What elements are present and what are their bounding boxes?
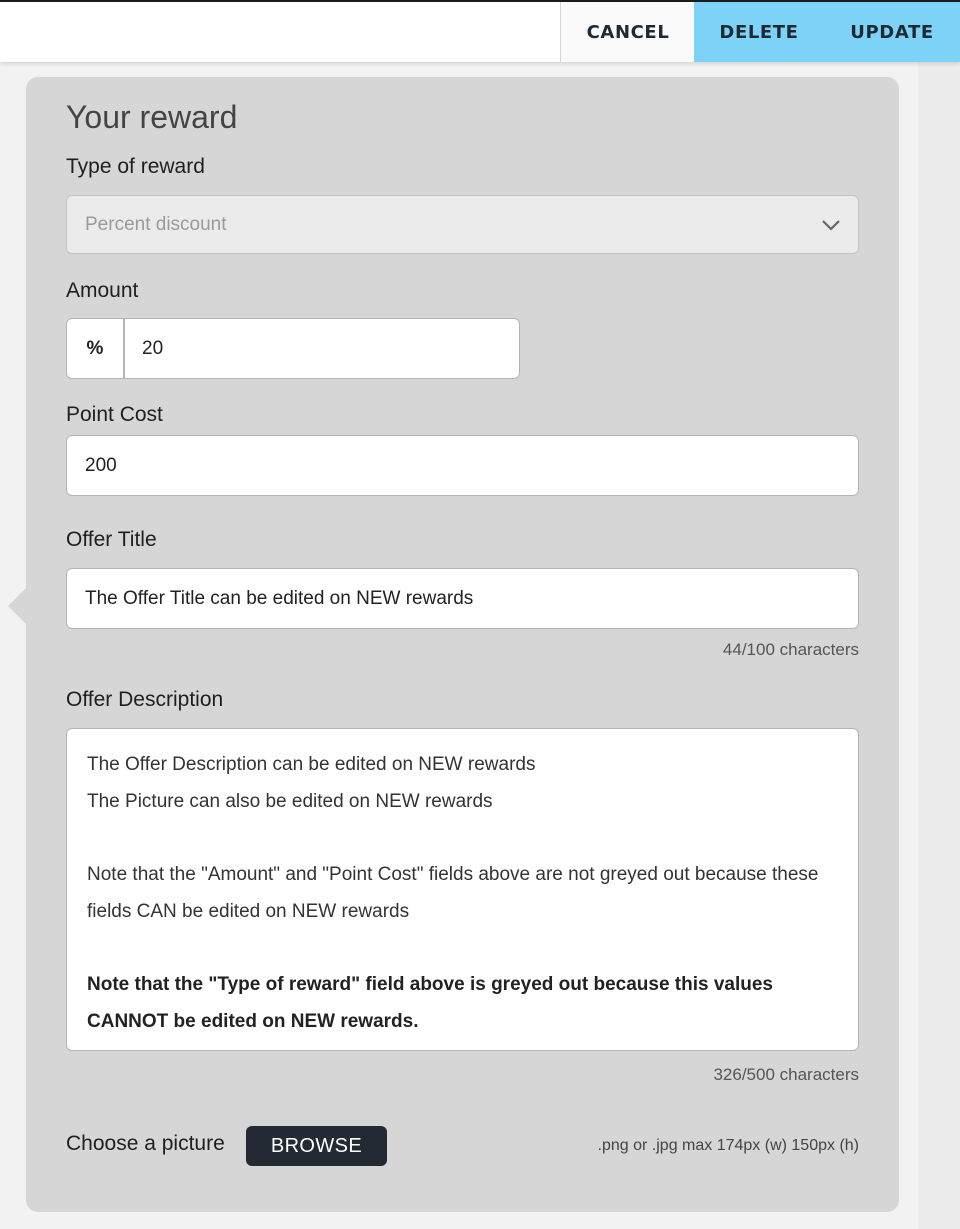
type-of-reward-select[interactable]: [66, 195, 859, 254]
point-cost-input[interactable]: 200: [66, 435, 859, 496]
chevron-down-icon: [820, 214, 842, 236]
desc-line-bold: Note that the "Type of reward" field above is greyed out because this values CANNOT be edited on NEW rewards.: [87, 974, 774, 1032]
top-action-bar: [0, 0, 960, 62]
choose-picture-label: Choose a picture: [66, 1132, 225, 1155]
delete-button[interactable]: DELETE: [694, 2, 824, 62]
browse-button[interactable]: BROWSE: [246, 1126, 387, 1166]
amount-label: Amount: [66, 279, 139, 302]
desc-line: The Picture can also be edited on NEW rewards: [87, 791, 493, 812]
amount-unit-addon: %: [67, 319, 125, 378]
desc-line: Note that the "Amount" and "Point Cost" fields above are not greyed out because these fields CAN be edited on NEW rewards: [87, 864, 819, 922]
amount-input-group: [66, 318, 520, 379]
point-cost-label: Point Cost: [66, 403, 163, 426]
offer-title-counter: 44/100 characters: [722, 640, 859, 659]
offer-description-counter: 326/500 characters: [713, 1065, 859, 1084]
panel-pointer: [8, 588, 26, 624]
type-of-reward-value: Percent discount: [85, 213, 227, 235]
offer-description-textarea[interactable]: [66, 728, 859, 1051]
scrollbar-track[interactable]: [918, 62, 960, 1229]
offer-description-label: Offer Description: [66, 688, 224, 711]
reward-form-panel: [26, 77, 899, 1212]
picture-hint: .png or .jpg max 174px (w) 150px (h): [597, 1137, 859, 1154]
type-of-reward-label: Type of reward: [66, 155, 205, 178]
cancel-button[interactable]: CANCEL: [560, 2, 695, 62]
desc-line: The Offer Description can be edited on NEW rewards: [87, 754, 536, 775]
update-button[interactable]: UPDATE: [824, 2, 960, 62]
offer-title-input[interactable]: The Offer Title can be edited on NEW rewards: [66, 568, 859, 629]
panel-title: Your reward: [66, 99, 238, 135]
offer-title-label: Offer Title: [66, 528, 157, 551]
amount-input[interactable]: 20: [142, 337, 164, 359]
